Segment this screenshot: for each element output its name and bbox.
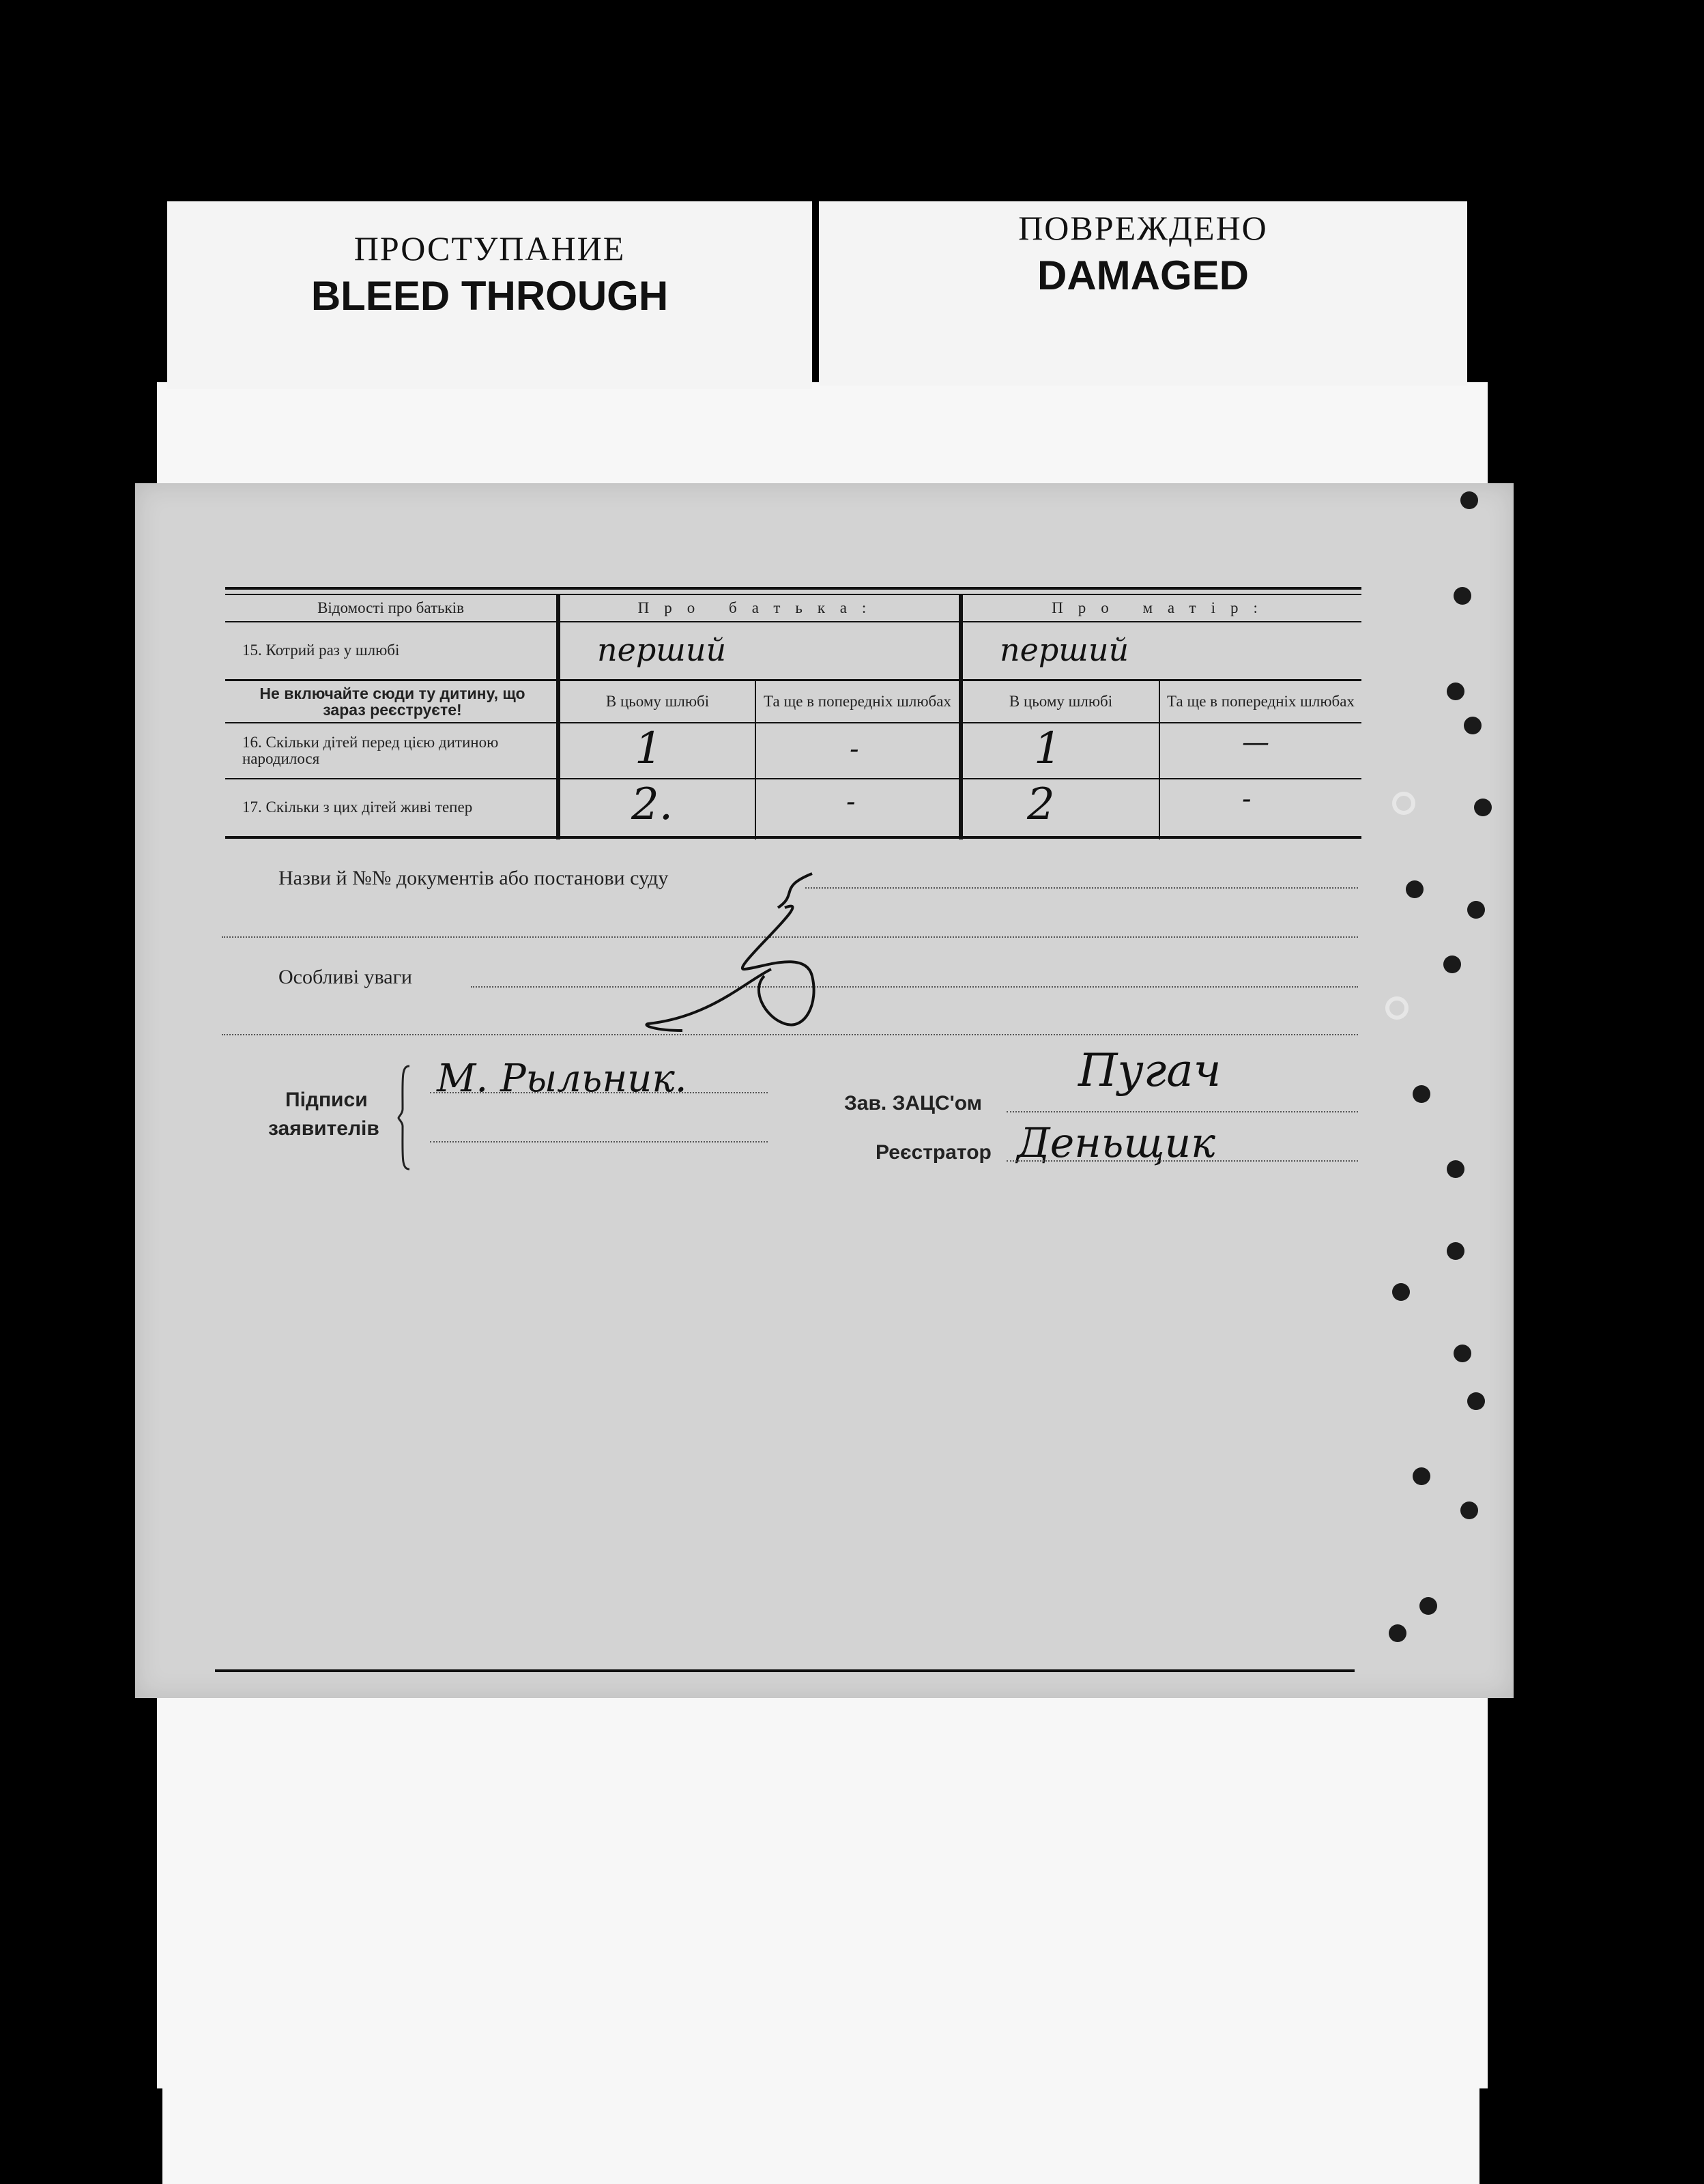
- remarks-label: Особливі уваги: [278, 966, 412, 988]
- damaged-ru: ПОВРЕЖДЕНО: [1018, 209, 1268, 247]
- subheader-mother-this: В цьому шлюбі: [1009, 692, 1113, 710]
- applicants-brace: [397, 1065, 411, 1170]
- registrar-line: [1007, 1160, 1358, 1162]
- back-sheet-bottom: [162, 1693, 1479, 2184]
- applicant-line-1: [430, 1092, 768, 1093]
- row-17-father-this: 2.: [631, 779, 674, 830]
- documents-label: Назви й №№ документів або постанови суду: [278, 867, 669, 889]
- row-17-father-prev: -: [846, 786, 856, 818]
- bleed-through-label: [167, 201, 812, 389]
- row-16-father-this: 1: [635, 723, 663, 774]
- registrar-signature: Деньщик: [1017, 1119, 1216, 1167]
- bleed-through-en: BLEED THROUGH: [311, 273, 669, 319]
- applicants-label-1: Підписи: [285, 1089, 368, 1111]
- row-16-father-prev: -: [850, 734, 859, 765]
- row-17-mother-this: 2: [1027, 779, 1055, 830]
- row-17-mother-prev: -: [1242, 784, 1252, 815]
- registrar-label: Реєстратор: [876, 1141, 992, 1164]
- header-parents-info: Відомості про батьків: [317, 599, 464, 616]
- subheader-mother-prev: Та ще в попередніх шлюбах: [1167, 692, 1355, 710]
- bottom-rule: [215, 1669, 1355, 1672]
- remarks-line-1: [471, 986, 1358, 988]
- row-16-mother-this: 1: [1034, 723, 1062, 774]
- applicant-line-2: [430, 1141, 768, 1143]
- head-label: Зав. ЗАЦС'ом: [844, 1092, 982, 1115]
- applicant-signature: М. Рыльник.: [437, 1057, 687, 1101]
- row-15-label: 15. Котрий раз у шлюбі: [242, 642, 400, 659]
- header-mother: Про матір:: [1052, 599, 1273, 616]
- subheader-father-this: В цьому шлюбі: [605, 692, 710, 710]
- row-15-father-value: перший: [597, 631, 727, 668]
- strike-through-mark: [641, 867, 880, 1044]
- damaged-en: DAMAGED: [1037, 253, 1249, 298]
- head-signature: Пугач: [1078, 1044, 1222, 1097]
- subheader-note: Не включайте сюди ту дитину, що зараз реєструєте!: [259, 684, 525, 719]
- row-17-label: 17. Скільки з цих дітей живі тепер: [242, 799, 473, 816]
- head-line: [1007, 1111, 1358, 1112]
- subheader-father-prev: Та ще в попередніх шлюбах: [764, 692, 951, 710]
- header-father: Про батька:: [637, 599, 882, 616]
- parents-info-table: [225, 587, 1361, 839]
- row-16-label: 16. Скільки дітей перед цією дитиною народилося: [242, 733, 499, 767]
- bleed-through-ru: ПРОСТУПАНИЕ: [353, 229, 626, 268]
- documents-line-1: [805, 887, 1358, 889]
- damaged-label: [819, 201, 1467, 386]
- row-16-mother-prev: —: [1242, 727, 1269, 758]
- applicants-label-2: заявителів: [268, 1117, 379, 1140]
- row-15-mother-value: перший: [1000, 631, 1129, 668]
